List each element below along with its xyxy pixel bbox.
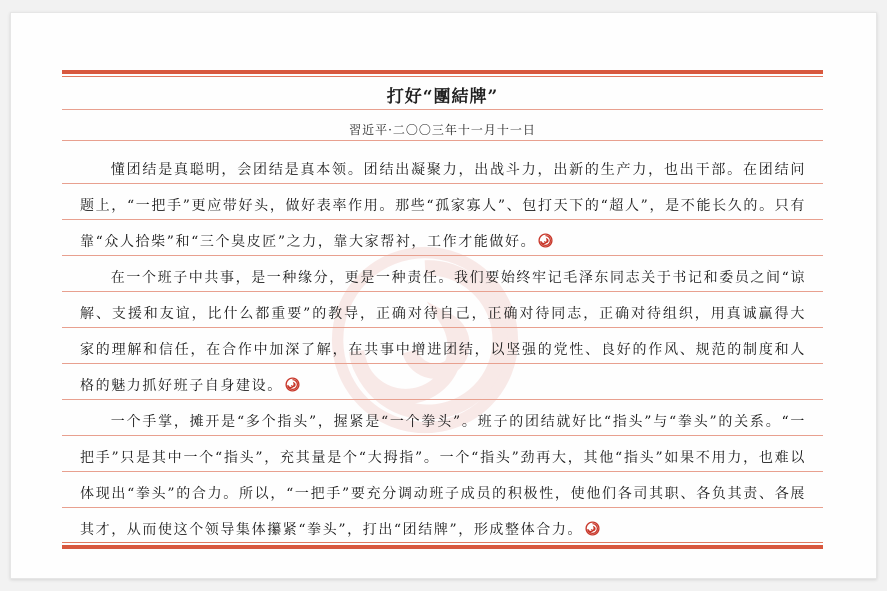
paragraph-text: 懂团结是真聪明，会团结是真本领。团结出凝聚力，出战斗力，出新的生产力，也出干部。在团结问题上，“一把手”更应带好头，做好表率作用。那些“孤家寡人”、包打天下的“超人”，是不能长久的。只有靠“众人拾柴”和“三个臭皮匠”之力，靠大家帮衬，工作才能做好。: [80, 162, 806, 250]
paragraph-1: [80, 152, 806, 260]
swirl-end-mark-icon: [585, 521, 600, 536]
article-title: 打好“團結牌”: [386, 87, 499, 107]
top-double-rule: [62, 70, 823, 77]
paragraph-3: [80, 404, 806, 548]
paragraph-2: [80, 260, 806, 404]
swirl-end-mark-icon: [285, 377, 300, 392]
paragraph-text: 在一个班子中共事，是一种缘分，更是一种责任。我们要始终牢记毛泽东同志关于书记和委员之间“谅解、支援和友谊，比什么都重要”的教导，正确对待自己，正确对待同志，正确对待组织，用真诚赢得大家的理解和信任，在合作中加深了解，在共事中增进团结，以坚强的党性、良好的作风、规范的制度和人格的魅力抓好班子自身建设。: [80, 270, 806, 394]
paragraph-text: 一个手掌，摊开是“多个指头”，握紧是“一个拳头”。班子的团结就好比“指头”与“拳头”的关系。“一把手”只是其中一个“指头”，充其量是个“大拇指”。一个“指头”劲再大，其他“指头”如果不用力，也难以体现出“拳头”的合力。所以，“一把手”要充分调动班子成员的积极性，使他们各司其职、各负其责、各展其才，从而使这个领导集体攥紧“拳头”，打出“团结牌”，形成整体合力。: [80, 414, 806, 538]
article-byline: 習近平·二〇〇三年十一月十一日: [349, 123, 536, 137]
swirl-end-mark-icon: [538, 233, 553, 248]
